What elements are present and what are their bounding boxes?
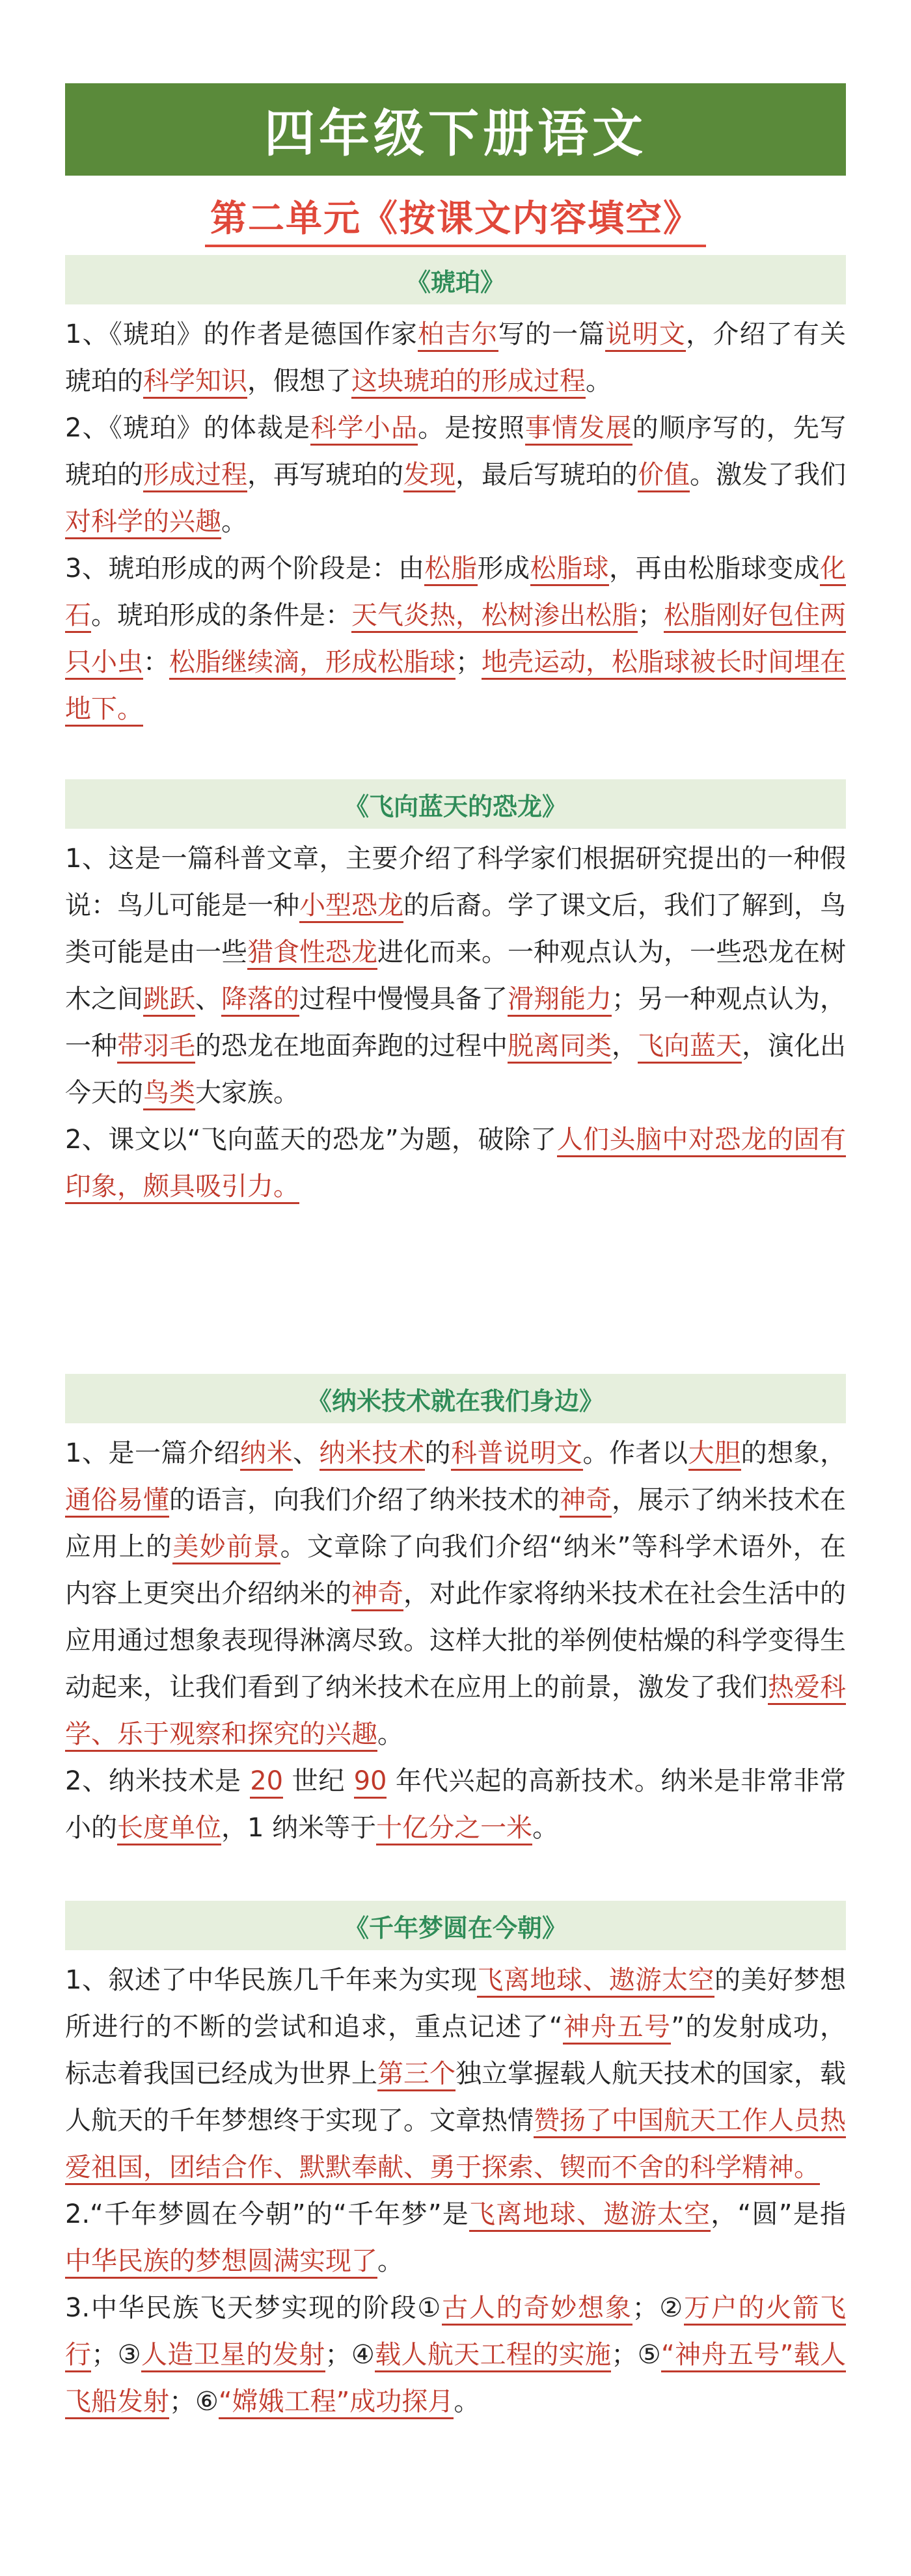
- answer-text: 纳米技术: [320, 1438, 425, 1471]
- answer-text: 神奇: [351, 1579, 403, 1611]
- answer-text: 人们头脑中对恐龙的固有印象，颇具吸引力。: [65, 1125, 846, 1204]
- body-text: 的恐龙在地面奔跑的过程中: [195, 1031, 508, 1061]
- body-text: 的想象，: [741, 1438, 847, 1468]
- answer-text: 松脂: [424, 554, 477, 586]
- body-text: ；④: [325, 2340, 375, 2370]
- answer-text: 跳跃: [143, 984, 195, 1017]
- body-text: 。: [454, 2387, 480, 2417]
- body-text: 。: [221, 507, 247, 537]
- body-text: 2、纳米技术是: [65, 1766, 251, 1796]
- paragraph: [65, 545, 846, 732]
- answer-text: 事情发展: [525, 413, 632, 446]
- body-text: 。: [377, 1719, 403, 1749]
- paragraph: [65, 1430, 846, 1758]
- answer-text: 飞离地球、遨游太空: [477, 1965, 714, 1998]
- body-text: ：: [143, 647, 169, 677]
- subtitle-wrap: [0, 190, 911, 247]
- section-title: 《千年梦圆在今朝》: [344, 1913, 567, 1942]
- body-text: 1、是一篇介绍: [65, 1438, 240, 1468]
- body-text: 年代兴起的高新技术。纳米是非常非常小的: [65, 1766, 846, 1843]
- answer-text: 赞扬了中国航天工作人员热爱祖国，团结合作、默默奉献、勇于探索、锲而不舍的科学精神。: [65, 2106, 846, 2185]
- section-heading-dream: [65, 1901, 846, 1950]
- answer-text: 形成过程: [143, 460, 247, 492]
- body-text: ，再由松脂球变成: [609, 554, 821, 584]
- answer-text: 20: [250, 1766, 283, 1799]
- body-text: ，演化出今天的: [65, 1031, 846, 1108]
- body-text: 世纪: [283, 1766, 354, 1796]
- body-text: ；⑤: [611, 2340, 662, 2370]
- paragraph: [65, 1957, 846, 2191]
- body-text: 。: [586, 366, 612, 396]
- answer-text: 化石: [65, 554, 846, 633]
- answer-text: 热爱科学、乐于观察和探究的兴趣: [65, 1672, 846, 1752]
- body-text: ，假想了: [247, 366, 351, 396]
- body-text: ，介绍了有关琥珀的: [65, 319, 847, 396]
- body-text: 、: [195, 984, 221, 1014]
- paragraph: [65, 2285, 846, 2425]
- body-text: 3、琥珀形成的两个阶段是：由: [65, 554, 425, 584]
- section-title: 《飞向蓝天的恐龙》: [344, 792, 567, 821]
- body-text: 2.“千年梦圆在今朝”的“千年梦”是: [65, 2199, 470, 2229]
- section-title: 《琥珀》: [405, 267, 505, 297]
- answer-text: 第三个: [377, 2059, 456, 2091]
- body-text: ；: [638, 600, 664, 630]
- answer-text: 这块琥珀的形成过程: [351, 366, 586, 399]
- body-text: 、: [292, 1438, 320, 1468]
- answer-text: 地壳运动，松脂球被长时间埋在地下。: [65, 647, 846, 727]
- answer-text: 松脂继续滴，形成松脂球: [169, 647, 456, 680]
- body-text: 。: [377, 2246, 403, 2276]
- answer-text: 降落的: [221, 984, 299, 1017]
- body-text: 1、《琥珀》的作者是德国作家: [65, 319, 418, 349]
- answer-text: 柏吉尔: [418, 319, 498, 352]
- answer-text: 十亿分之一米: [376, 1813, 532, 1845]
- paragraph: [65, 2191, 846, 2285]
- body-text: 。激发了我们: [690, 460, 846, 490]
- answer-text: 价值: [638, 460, 690, 492]
- body-text: ，“圆”是指: [711, 2199, 846, 2229]
- answer-text: 美妙前景: [172, 1532, 280, 1564]
- answer-text: 松脂球: [530, 554, 610, 586]
- answer-text: 纳米: [240, 1438, 293, 1471]
- unit-subtitle: 第二单元《按课文内容填空》: [205, 190, 706, 247]
- title-banner: [65, 83, 846, 176]
- answer-text: 滑翔能力: [508, 984, 612, 1017]
- body-text: 的后裔。学了课文后，我们了解到，鸟类可能是由一些: [65, 891, 846, 967]
- body-text: 独立掌握载人航天技术的国家，载人航天的千年梦想终于实现了。文章热情: [65, 2059, 846, 2136]
- body-text: 大家族。: [195, 1078, 299, 1108]
- section-heading-dinosaur: [65, 779, 846, 829]
- answer-text: 中华民族的梦想圆满实现了: [65, 2246, 377, 2279]
- body-text: 的美好梦想所进行的不断的尝试和追求，重点记述了“: [65, 1965, 847, 2042]
- answer-text: “神舟五号”载人飞船发射: [65, 2340, 846, 2419]
- body-text: ，: [612, 1031, 638, 1061]
- answer-text: 神舟五号: [563, 2012, 672, 2045]
- answer-text: 鸟类: [143, 1078, 195, 1110]
- body-text: ，最后写琥珀的: [456, 460, 638, 490]
- body-text: 1、这是一篇科普文章，主要介绍了科学家们根据研究提出的一种假说：鸟儿可能是一种: [65, 844, 846, 920]
- answer-text: 科普说明文: [451, 1438, 583, 1471]
- answer-text: 猎食性恐龙: [247, 937, 377, 970]
- answer-text: 万户的火箭飞行: [65, 2293, 846, 2372]
- section-title: 《纳米技术就在我们身边》: [306, 1386, 604, 1415]
- body-text: 2、课文以“飞向蓝天的恐龙”为题，破除了: [65, 1125, 557, 1155]
- body-text: ，展示了纳米技术在应用上的: [65, 1485, 846, 1562]
- body-text: ；⑥: [169, 2387, 219, 2417]
- body-text: 。是按照: [418, 413, 525, 443]
- answer-text: 对科学的兴趣: [65, 507, 221, 539]
- body-text: 2、《琥珀》的体裁是: [65, 413, 311, 443]
- body-text: 。琥珀形成的条件是：: [91, 600, 351, 630]
- body-text: 过程中慢慢具备了: [299, 984, 508, 1014]
- answer-text: 古人的奇妙想象: [442, 2293, 632, 2326]
- answer-text: 长度单位: [117, 1813, 221, 1845]
- answer-text: 通俗易懂: [65, 1485, 169, 1518]
- answer-text: 人造卫星的发射: [141, 2340, 325, 2372]
- answer-text: 说明文: [605, 319, 686, 352]
- paragraph: [65, 1758, 846, 1851]
- section-heading-nanotech: [65, 1374, 846, 1423]
- body-text: 3.中华民族飞天梦实现的阶段①: [65, 2293, 442, 2323]
- answer-text: 科学知识: [143, 366, 247, 399]
- answer-text: 飞离地球、遨游太空: [469, 2199, 711, 2232]
- section-heading-amber: [65, 255, 846, 304]
- page-title: 四年级下册语文: [264, 105, 647, 163]
- paragraph: [65, 1116, 846, 1210]
- body-text: 的语言，向我们介绍了纳米技术的: [169, 1485, 560, 1515]
- answer-text: 松脂刚好包住两只小虫: [65, 600, 846, 680]
- paragraph: [65, 405, 846, 545]
- body-text: 。文章除了向我们介绍“纳米”等科学术语外，在内容上更突出介绍纳米的: [65, 1532, 847, 1609]
- answer-text: 科学小品: [310, 413, 418, 446]
- body-text: ；: [456, 647, 482, 677]
- body-text: ；②: [632, 2293, 685, 2323]
- body-text: 。作者以: [582, 1438, 688, 1468]
- answer-text: 大胆: [688, 1438, 741, 1471]
- answer-text: 发现: [403, 460, 456, 492]
- answer-text: 天气炎热，松树渗出松脂: [351, 600, 638, 633]
- answer-text: 小型恐龙: [299, 891, 403, 923]
- answer-text: 带羽毛: [117, 1031, 195, 1064]
- paragraph: [65, 311, 846, 405]
- body-text: ；另一种观点认为，一种: [65, 984, 846, 1061]
- answer-text: 脱离同类: [508, 1031, 612, 1064]
- body-text: 进化而来。一种观点认为，一些恐龙在树木之间: [65, 937, 846, 1014]
- answer-text: “嫦娥工程”成功探月: [219, 2387, 454, 2419]
- body-text: 形成: [477, 554, 530, 584]
- body-text: ”的发射成功，标志着我国已经成为世界上: [65, 2012, 846, 2089]
- body-text: 的: [424, 1438, 452, 1468]
- body-text: ；③: [91, 2340, 141, 2370]
- answer-text: 飞向蓝天: [638, 1031, 742, 1064]
- body-text: ，对此作家将纳米技术在社会生活中的应用通过想象表现得淋漓尽致。这样大批的举例使枯燥的科学变得生动起来，让我们看到了纳米技术在应用上的前景，激发了我们: [65, 1579, 846, 1702]
- answer-text: 载人航天工程的实施: [375, 2340, 611, 2372]
- body-text: ，再写琥珀的: [247, 460, 403, 490]
- body-text: 。: [532, 1813, 559, 1843]
- paragraph: [65, 835, 846, 1116]
- answer-text: 90: [354, 1766, 387, 1799]
- answer-text: 神奇: [560, 1485, 612, 1518]
- body-text: ，1 纳米等于: [221, 1813, 377, 1843]
- body-text: 的顺序写的，先写琥珀的: [65, 413, 847, 490]
- body-text: 1、叙述了中华民族几千年来为实现: [65, 1965, 478, 1995]
- body-text: 写的一篇: [498, 319, 606, 349]
